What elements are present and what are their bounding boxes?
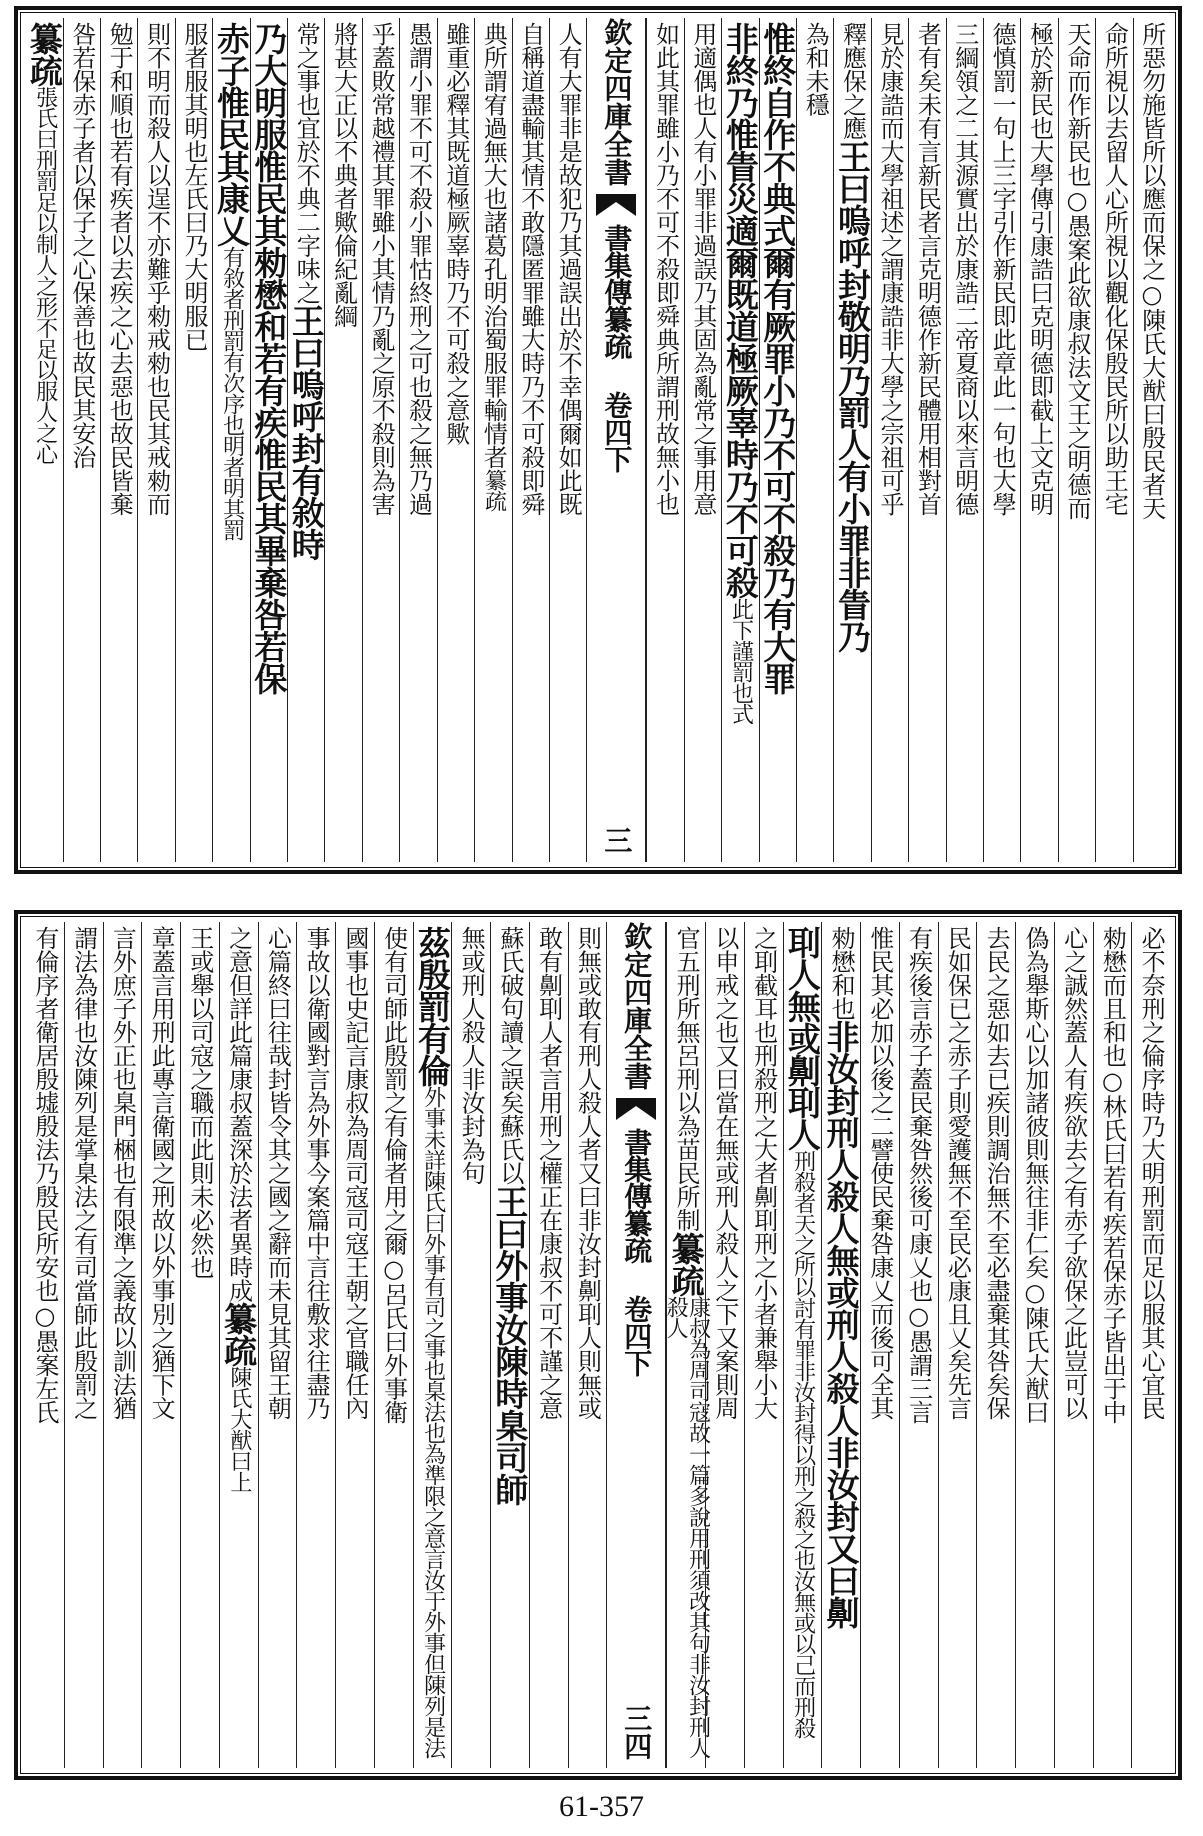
text-column [1020, 18, 1057, 862]
text-column [833, 18, 873, 862]
text-column [983, 18, 1020, 862]
commentary-text: 使有司師此殷罰之有倫者用之爾○呂氏曰外事衛 [379, 926, 408, 1424]
text-column [296, 922, 335, 1768]
commentary-text: 雖重必釋其既道極厥辜時乃不可殺之意歟 [441, 22, 470, 445]
text-column [946, 18, 983, 862]
commentary-text: 有倫序者衛居殷墟殷法乃殷民所安也○愚案左氏 [30, 926, 59, 1424]
text-column [871, 18, 908, 862]
text-column [26, 18, 62, 862]
text-column [374, 922, 413, 1768]
classic-text: 惟終自作不典式爾有厥罪小乃不可不殺乃有大罪 [758, 22, 798, 694]
classic-text: 非汝封刑人殺人無或刑人殺人非汝封又曰劓 [821, 1020, 861, 1628]
commentary-text: 之意但詳此篇康叔蓋深於法者異時成 [224, 926, 253, 1302]
text-column [860, 922, 899, 1768]
classic-text: 纂疏 [666, 1231, 706, 1296]
commentary-text: 必不奈刑之倫序時乃大明刑罰而足以服其心宜民 [1137, 926, 1166, 1420]
text-column [705, 922, 744, 1768]
text-column [1095, 18, 1132, 862]
classic-text: 王曰外事汝陳時臬司師 [490, 1184, 530, 1505]
text-column [137, 18, 174, 862]
commentary-text: 王或舉以司寇之職而此則未必然也 [185, 926, 214, 1279]
commentary-text: 則不明而殺人以逞不亦難乎勑戒勑也民其戒勑而 [142, 22, 171, 516]
commentary-text: 咎若保赤子者以保子之心保善也故民其安治 [67, 22, 96, 469]
text-column [663, 922, 711, 1768]
classic-text: 王曰嗚呼封有敘時 [286, 304, 326, 560]
interlinear-note: 有敘者刑罰有次序也明者明其罰 [219, 246, 245, 540]
text-column [744, 922, 783, 1768]
spine-subtitle: 書集傳纂疏 卷四下 [620, 1128, 654, 1376]
fishtail-mark-icon [596, 194, 636, 216]
text-column [250, 18, 287, 862]
commentary-text: 用適偶也人有小罪非過誤乃其固為亂常之事用意 [688, 22, 717, 516]
text-column [212, 18, 249, 862]
text-column [976, 922, 1015, 1768]
text-column [938, 922, 977, 1768]
text-column [783, 922, 822, 1768]
classic-text: 乃大明服惟民其勑懋和若有疾惟民其畢棄咎若保 [249, 22, 289, 694]
text-column [63, 18, 100, 862]
commentary-text: 惟民其必加以後之二譬使民棄咎康乂而後可全其 [865, 926, 894, 1420]
commentary-text: 勑懋而且和也○林氏曰若有疾若保赤子皆出于中 [1098, 926, 1127, 1424]
interlinear-note: 此下謹罰也式 [728, 598, 754, 724]
interlinear-note: 康叔為周司寇故一篇多說用刑須改其句非汝封刑人殺人 [663, 1295, 711, 1758]
text-column [721, 18, 758, 862]
text-column [103, 922, 142, 1768]
page-panel-bottom [14, 910, 1182, 1780]
text-column [821, 922, 860, 1768]
commentary-text: 以申戒之也又曰當在無或刑人殺人之下又案則周 [710, 926, 739, 1420]
commentary-text: 無或刑人殺人非汝封為句 [457, 926, 486, 1185]
commentary-text: 去民之惡如去已疾則調治無不至必盡棄其咎矣保 [982, 926, 1011, 1420]
text-column [512, 18, 549, 862]
commentary-text: 愚謂小罪不可不殺小罪怙終刑之可也殺之無乃過 [404, 22, 433, 516]
classic-text: 王曰嗚呼封敬明乃罰人有小罪非眚乃 [833, 139, 873, 652]
text-columns-top [26, 18, 1170, 862]
text-column [1058, 18, 1095, 862]
commentary-text: 章蓋言用刑此專言衛國之刑故以外事別之猶下文 [147, 926, 176, 1420]
text-column [362, 18, 399, 862]
text-column [908, 18, 945, 862]
text-column [568, 922, 607, 1768]
text-column [474, 18, 511, 862]
commentary-text: 將甚大正以不典者歟倫紀亂綱 [329, 22, 358, 328]
page-panel-top [14, 6, 1182, 874]
interlinear-note: 陳氏大猷曰上 [226, 1366, 252, 1492]
text-column [646, 18, 683, 862]
text-column [437, 18, 474, 862]
classic-text: 刵人無或劓刵人 [782, 926, 822, 1150]
spine-page-number: 三四 [620, 1704, 654, 1760]
text-column [219, 922, 258, 1768]
spine-title: 欽定四庫全書 [620, 922, 654, 1090]
commentary-text: 典所謂宥過無大也諸葛孔明治蜀服罪輸情者 [479, 22, 508, 469]
classic-text: 非終乃惟眚災適爾既道極厥辜時乃不可殺 [720, 22, 760, 598]
text-column [1133, 18, 1170, 862]
interlinear-note: 外事未詳陳氏曰外事有司之事也臬法也為準限之意言汝于外事但陳列是法 [420, 1086, 446, 1758]
interlinear-note: 纂疏 [481, 468, 507, 511]
text-column [549, 18, 586, 862]
commentary-text: 謂法為律也汝陳列是掌臬法之有司當師此殷罰之 [69, 926, 98, 1420]
spine-subtitle: 書集傳纂疏 卷四下 [600, 224, 634, 472]
commentary-text: 事故以衛國對言為外事今案篇中言往敷求往盡乃 [302, 926, 331, 1420]
commentary-text: 自稱道盡輸其情不敢隱匿罪雖大時乃不可殺即舜 [516, 22, 545, 516]
commentary-text: 勑懋和也 [827, 926, 856, 1020]
text-column [100, 18, 137, 862]
text-column [451, 922, 490, 1768]
text-columns-bottom [26, 922, 1170, 1768]
text-column [413, 922, 452, 1768]
text-column [180, 922, 219, 1768]
text-column [490, 922, 529, 1768]
classic-text: 茲殷罰有倫 [412, 926, 452, 1086]
commentary-text: 人有大罪非是故犯乃其過誤出於不幸偶爾如此既 [554, 22, 583, 516]
commentary-text: 常之事也宜於不典二字味之 [292, 22, 321, 304]
interlinear-note: 張氏曰刑罰足以制人之形不足以服人之心 [32, 86, 58, 464]
text-column [399, 18, 436, 862]
classic-text: 纂疏 [219, 1302, 259, 1366]
text-column [258, 922, 297, 1768]
text-column [64, 922, 103, 1768]
commentary-text: 德慎罰一句上三字引作新民即此章此一句也大學 [988, 22, 1017, 516]
text-column [26, 922, 64, 1768]
page-number: 61-357 [559, 1790, 644, 1823]
commentary-text: 心之誠然蓋人有疾欲去之有赤子欲保之此豈可以 [1059, 926, 1088, 1420]
text-column [759, 18, 796, 862]
commentary-text: 則無或敢有刑人殺人者又曰非汝封劓刵人則無或 [573, 926, 602, 1420]
commentary-text: 三綱領之二其源實出於康誥二帝夏商以來言明德 [950, 22, 979, 516]
spine-title: 欽定四庫全書 [600, 18, 634, 186]
fishtail-mark-icon [616, 1098, 656, 1120]
commentary-text: 見於康誥而大學祖述之謂康誥非大學之宗祖可乎 [875, 22, 904, 516]
classic-text: 赤子惟民其康乂 [211, 22, 251, 246]
center-spine [606, 922, 666, 1768]
commentary-text: 言外庶子外正也臬門梱也有限準之義故以訓法猶 [108, 926, 137, 1420]
text-column [335, 922, 374, 1768]
center-spine [586, 18, 646, 862]
text-column [796, 18, 833, 862]
commentary-text: 心篇終曰往哉封皆令其之國之辭而未見其留王朝 [263, 926, 292, 1420]
commentary-text: 之刵截耳也刑殺刑之大者劓刵刑之小者兼舉小大 [749, 926, 778, 1420]
commentary-text: 勉于和順也若有疾者以去疾之心去惡也故民皆棄 [105, 22, 134, 516]
commentary-text: 者有矣未有言新民者言克明德作新民體用相對首 [913, 22, 942, 516]
text-column [175, 18, 212, 862]
commentary-text: 蘇氏破句讀之誤矣蘇氏以 [495, 926, 524, 1185]
text-column [1131, 922, 1170, 1768]
text-column [684, 18, 721, 862]
commentary-text: 官五刑所無呂刑以為苗民所制 [672, 926, 701, 1232]
commentary-text: 有疾後言赤子蓋民棄咎然後可康乂也○愚謂三言 [904, 926, 933, 1424]
spine-page-number: 三 [600, 826, 634, 854]
text-column [287, 18, 324, 862]
commentary-text: 國事也史記言康叔為周司寇司寇王朝之官職任內 [340, 926, 369, 1420]
text-column [324, 18, 361, 862]
commentary-text: 極於新民也大學傳引康誥曰克明德即截上文克明 [1025, 22, 1054, 516]
commentary-text: 命所視以去留人心所視以觀化保殷民所以助王宅 [1100, 22, 1129, 516]
text-column [141, 922, 180, 1768]
classic-text: 纂疏 [24, 22, 64, 86]
commentary-text: 如此其罪雖小乃不可不殺即舜典所謂刑故無小也 [651, 22, 680, 516]
commentary-text: 敢有劓刵人者言用刑之權正在康叔不可不謹之意 [534, 926, 563, 1420]
commentary-text: 天命而作新民也○愚案此欲康叔法文王之明德而 [1062, 22, 1091, 520]
commentary-text: 所惡勿施皆所以應而保之○陳氏大猷曰殷民者天 [1137, 22, 1166, 520]
commentary-text: 服者服其明也左氏曰乃大明服已 [180, 22, 209, 351]
commentary-text: 民如保已之赤子則愛護無不至民必康且乂矣先言 [943, 926, 972, 1420]
commentary-text: 為和未穩 [801, 22, 830, 116]
commentary-text: 偽為舉斯心以加諸彼則無往非仁矣○陳氏大猷曰 [1020, 926, 1049, 1424]
commentary-text: 乎蓋敗常越禮其罪雖小其情乃亂之原不殺則為害 [367, 22, 396, 516]
interlinear-note: 刑殺者天之所以討有罪非汝封得以刑之殺之也汝無或以己而刑殺 [790, 1150, 816, 1738]
commentary-text: 釋應保之應 [838, 22, 867, 140]
text-column [1015, 922, 1054, 1768]
text-column [899, 922, 938, 1768]
text-column [1093, 922, 1132, 1768]
text-column [529, 922, 568, 1768]
text-column [1054, 922, 1093, 1768]
